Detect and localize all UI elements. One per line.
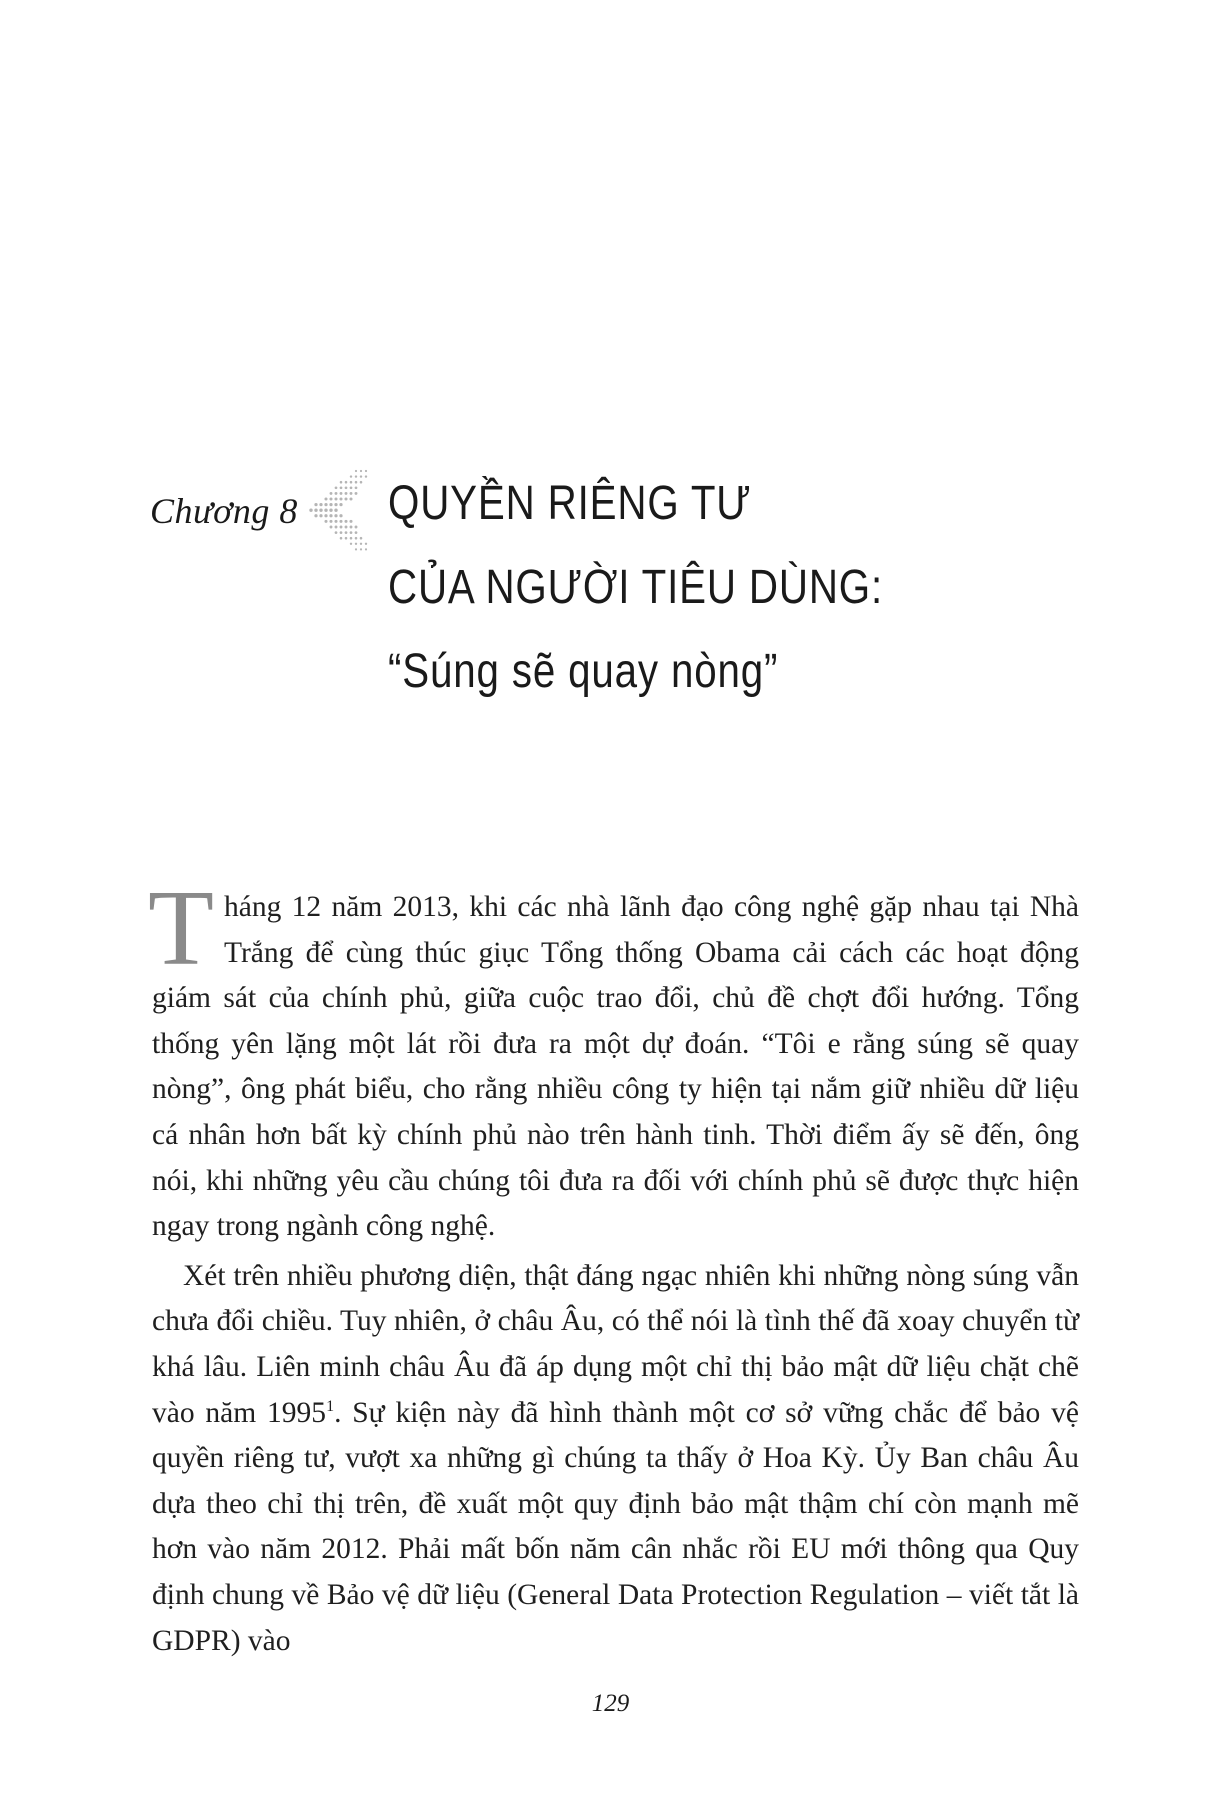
- chevron-dot: [329, 503, 332, 506]
- chevron-dot: [345, 492, 348, 495]
- chevron-dot: [335, 531, 338, 534]
- chevron-dot: [329, 520, 332, 523]
- chevron-dot: [340, 486, 343, 489]
- chevron-dot: [360, 543, 362, 545]
- chevron-dot: [324, 503, 327, 506]
- chevron-dot: [350, 475, 352, 477]
- chevron-dot: [355, 526, 358, 529]
- chevron-dot: [355, 475, 357, 477]
- chevron-dot: [330, 492, 333, 495]
- chevron-dot: [349, 497, 352, 500]
- chevron-dot: [345, 481, 348, 484]
- chevron-dot: [330, 526, 333, 529]
- chapter-title-line-3: “Súng sẽ quay nòng”: [388, 645, 779, 698]
- paragraph-1: [148, 869, 1079, 1250]
- chevron-dot: [319, 509, 322, 512]
- chevron-dot: [309, 509, 312, 512]
- chevron-dot: [360, 470, 362, 472]
- chevron-dot: [360, 537, 363, 540]
- paragraph-2-text-b: . Sự kiện này đã hình thành một cơ sở vững chắc để bảo vệ quyền riêng tư, vượt xa những gì chúng ta thấy ở Hoa Kỳ. Ủy Ban châu Âu dựa theo chỉ thị trên, đề xuất một quy định bảo mật thậm chí còn mạnh mẽ hơn vào năm 2012. Phải mất bốn năm cân nhắc rồi EU mới thông qua Quy định chung về Bảo vệ dữ liệu (General Data Protection Regulation – viết tắt là GDPR) vào: [152, 1396, 1079, 1657]
- chevron-dot: [350, 481, 353, 484]
- chevron-dot: [350, 543, 352, 545]
- chevron-dot: [355, 470, 357, 472]
- chevron-dot: [314, 514, 317, 517]
- chevron-dot: [365, 548, 367, 550]
- chevron-dot: [365, 475, 367, 477]
- chevron-dot: [360, 548, 362, 550]
- paragraph-1-text: háng 12 năm 2013, khi các nhà lãnh đạo công nghệ gặp nhau tại Nhà Trắng để cùng thúc giục Tổng thống Obama cải cách các hoạt động giám sát của chính phủ, giữa cuộc trao đổi, chủ đề chợt đổi hướng. Tổng thống yên lặng một lát rồi đưa ra một dự đoán. “Tôi e rằng súng sẽ quay nòng”, ông phát biểu, cho rằng nhiều công ty hiện tại nắm giữ nhiều dữ liệu cá nhân hơn bất kỳ chính phủ nào trên hành tinh. Thời điểm ấy sẽ đến, ông nói, khi những yêu cầu chúng tôi đưa ra đối với chính phủ sẽ được thực hiện ngay trong ngành công nghệ.: [152, 891, 1079, 1243]
- chevron-dot: [340, 481, 343, 484]
- chevron-dot: [324, 509, 327, 512]
- chevron-dot: [365, 543, 367, 545]
- chevron-dot: [339, 497, 342, 500]
- chevron-dot: [355, 492, 358, 495]
- chevron-dot: [345, 526, 348, 529]
- chevron-dot: [355, 531, 358, 534]
- chevron-dot: [340, 526, 343, 529]
- chevron-dot: [360, 481, 363, 484]
- chevron-dot: [335, 492, 338, 495]
- chevron-dot: [365, 470, 367, 472]
- chevron-dot: [329, 509, 332, 512]
- chevron-dot: [350, 492, 353, 495]
- chevron-dot: [324, 514, 327, 517]
- footnote-mark: 1: [326, 1397, 335, 1415]
- chevron-dot: [335, 486, 338, 489]
- chevron-dot: [314, 509, 317, 512]
- chevron-dot: [339, 514, 342, 517]
- chevron-dot: [340, 537, 343, 540]
- paragraph-2-text-a: Xét trên nhiều phương diện, thật đáng ngạc nhiên khi những nòng súng vẫn chưa đổi chiều. Tuy nhiên, ở châu Âu, có thể nói là tình thế đã xoay chuyển từ khá lâu. Liên minh châu Âu đã áp dụng một chỉ thị bảo mật dữ liệu chặt chẽ vào năm 1995: [152, 1259, 1079, 1429]
- chevron-dot: [355, 548, 357, 550]
- chevron-dot: [344, 520, 347, 523]
- chevron-dot: [334, 514, 337, 517]
- drop-cap: T: [148, 869, 214, 988]
- body-text: [148, 869, 1079, 1664]
- chevron-dots-icon: [308, 468, 368, 553]
- chevron-dot: [349, 520, 352, 523]
- chevron-dot: [329, 497, 332, 500]
- chevron-dot: [355, 543, 357, 545]
- chevron-dot: [355, 481, 358, 484]
- chevron-dot: [350, 537, 353, 540]
- chevron-dot: [350, 526, 353, 529]
- chevron-dot: [324, 520, 327, 523]
- chevron-dot: [319, 503, 322, 506]
- chevron-dot: [334, 520, 337, 523]
- chevron-dot: [339, 503, 342, 506]
- chevron-dot: [339, 520, 342, 523]
- paragraph-2: [152, 1254, 1079, 1664]
- chevron-dot: [355, 486, 358, 489]
- chevron-dot: [345, 531, 348, 534]
- page-number: 129: [591, 1690, 630, 1717]
- chevron-dot: [314, 503, 317, 506]
- chevron-dot: [335, 526, 338, 529]
- chevron-dot: [345, 486, 348, 489]
- chevron-dot: [329, 514, 332, 517]
- chevron-dot: [340, 531, 343, 534]
- chevron-dot: [340, 492, 343, 495]
- chevron-dot: [360, 475, 362, 477]
- chevron-dot: [344, 497, 347, 500]
- chevron-dot: [319, 514, 322, 517]
- chapter-title-line-1: QUYỀN RIÊNG TƯ: [388, 477, 752, 530]
- chapter-label: Chương 8: [150, 491, 298, 531]
- chevron-dot: [350, 531, 353, 534]
- chevron-dot: [345, 537, 348, 540]
- chevron-dot: [355, 537, 358, 540]
- chevron-dot: [324, 497, 327, 500]
- chapter-title-line-2: CỦA NGƯỜI TIÊU DÙNG:: [388, 561, 884, 614]
- chevron-dot: [334, 509, 337, 512]
- chevron-dot: [334, 503, 337, 506]
- chevron-dot: [350, 486, 353, 489]
- chapter-title: [388, 462, 883, 714]
- chevron-dot: [334, 497, 337, 500]
